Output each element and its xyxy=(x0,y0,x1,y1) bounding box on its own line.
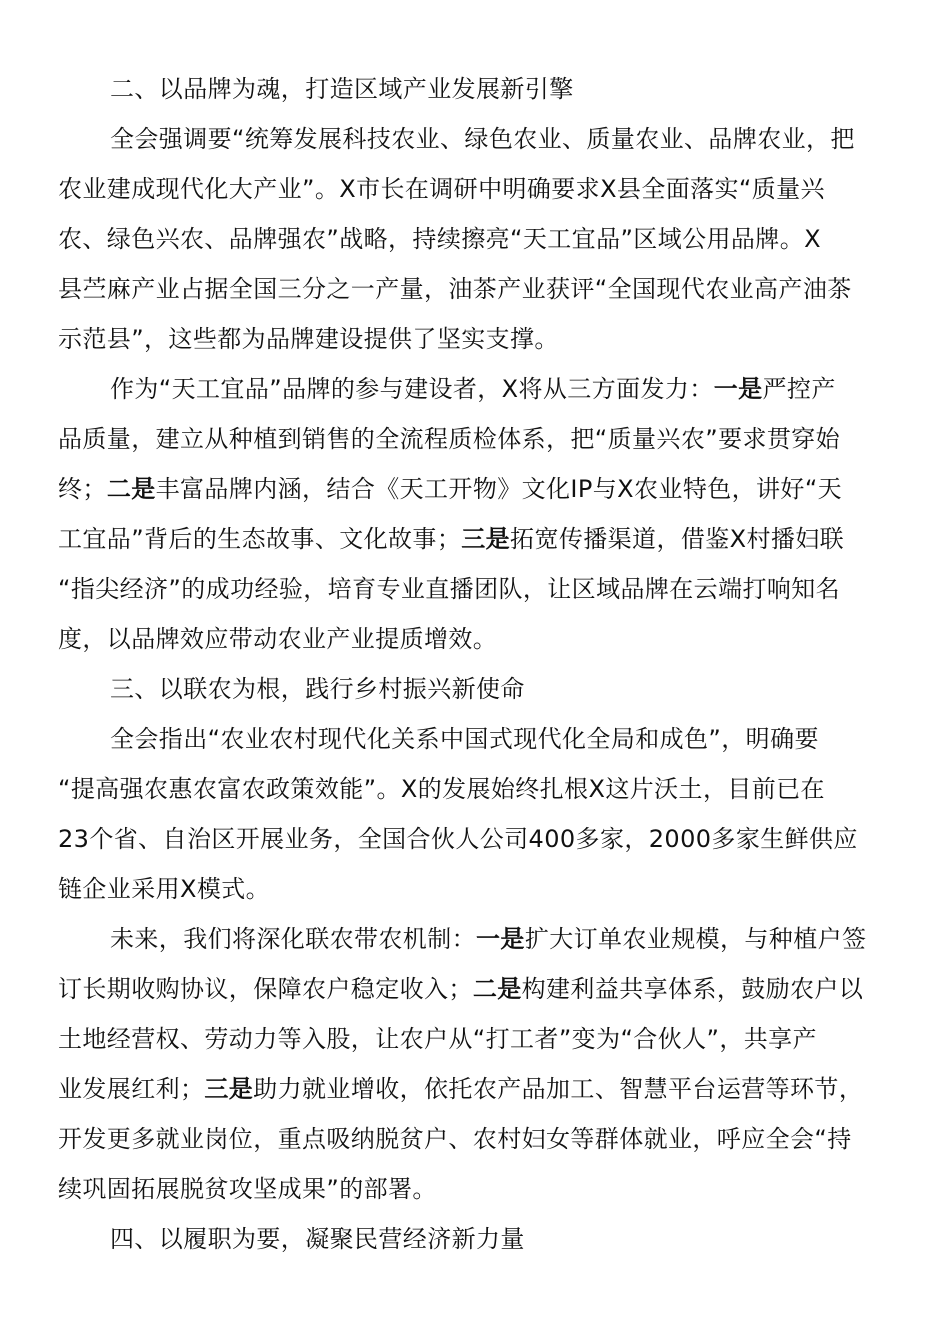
paragraph-line: 农、绿色兴农、品牌强农”战略，持续擦亮“天工宜品”区域公用品牌。X xyxy=(58,225,821,253)
bold-marker: 三是 xyxy=(204,1075,254,1103)
bold-marker: 三是 xyxy=(461,525,511,553)
paragraph-line xyxy=(58,1064,888,1114)
text-run: 作为“天工宜品”品牌的参与建设者，X将从三方面发力： xyxy=(110,375,714,403)
paragraph-line xyxy=(58,614,888,664)
paragraph-line xyxy=(58,514,888,564)
bold-marker: 二是 xyxy=(472,975,522,1003)
document-page xyxy=(58,64,888,1264)
text-run: 业发展红利； xyxy=(58,1075,205,1103)
paragraph-line xyxy=(58,964,888,1014)
section-heading-4: 四、以履职为要，凝聚民营经济新力量 xyxy=(110,1225,525,1253)
text-run: 丰富品牌内涵，结合《天工开物》文化IP与X农业特色，讲好“天 xyxy=(155,475,843,503)
paragraph-line xyxy=(58,1114,888,1164)
text-run: 工宜品”背后的生态故事、文化故事； xyxy=(58,525,462,553)
paragraph-line xyxy=(58,464,888,514)
text-run: 助力就业增收，依托农产品加工、智慧平台运营等环节， xyxy=(253,1075,864,1103)
paragraph-line: 23个省、自治区开展业务，全国合伙人公司400多家，2000多家生鲜供应 xyxy=(58,825,858,853)
bold-marker: 一是 xyxy=(713,375,763,403)
bold-marker: 一是 xyxy=(476,925,525,953)
text-run: 扩大订单农业规模，与种植户签 xyxy=(524,925,867,953)
text-run: 严控产 xyxy=(762,375,836,403)
text-run: 订长期收购协议，保障农户稳定收入； xyxy=(58,975,473,1003)
paragraph-line xyxy=(58,564,888,614)
text-run: 品质量，建立从种植到销售的全流程质检体系，把“质量兴农”要求贯穿始 xyxy=(58,425,841,453)
text-run: 终； xyxy=(58,475,107,503)
paragraph-line: “提高强农惠农富农政策效能”。X的发展始终扎根X这片沃土，目前已在 xyxy=(58,775,825,803)
paragraph-line: 全会指出“农业农村现代化关系中国式现代化全局和成色”，明确要 xyxy=(110,725,819,753)
text-run: 土地经营权、劳动力等入股，让农户从“打工者”变为“合伙人”，共享产 xyxy=(58,1025,817,1053)
text-run: 拓宽传播渠道，借鉴X村播妇联 xyxy=(510,525,845,553)
text-run: “指尖经济”的成功经验，培育专业直播团队，让区域品牌在云端打响知名 xyxy=(58,575,841,603)
paragraph-line: 县苎麻产业占据全国三分之一产量，油茶产业获评“全国现代农业高产油茶 xyxy=(58,275,852,303)
paragraph-line: 农业建成现代化大产业”。X市长在调研中明确要求X县全面落实“质量兴 xyxy=(58,175,825,203)
section-heading-2: 二、以品牌为魂，打造区域产业发展新引擎 xyxy=(110,75,574,103)
text-run: 未来，我们将深化联农带农机制： xyxy=(110,925,476,953)
text-run: 续巩固拓展脱贫攻坚成果”的部署。 xyxy=(58,1175,437,1203)
text-run: 度，以品牌效应带动农业产业提质增效。 xyxy=(58,625,498,653)
paragraph-line xyxy=(58,1014,888,1064)
paragraph-line xyxy=(58,414,888,464)
text-run: 构建利益共享体系，鼓励农户以 xyxy=(521,975,864,1003)
paragraph-line xyxy=(58,364,888,414)
paragraph-line: 链企业采用X模式。 xyxy=(58,875,271,903)
paragraph-line xyxy=(58,914,888,964)
paragraph-line xyxy=(58,1164,888,1214)
text-run: 开发更多就业岗位，重点吸纳脱贫户、农村妇女等群体就业，呼应全会“持 xyxy=(58,1125,852,1153)
section-heading-3: 三、以联农为根，践行乡村振兴新使命 xyxy=(110,675,525,703)
paragraph-line: 示范县”，这些都为品牌建设提供了坚实支撑。 xyxy=(58,325,559,353)
bold-marker: 二是 xyxy=(106,475,156,503)
paragraph-line: 全会强调要“统筹发展科技农业、绿色农业、质量农业、品牌农业，把 xyxy=(110,125,855,153)
